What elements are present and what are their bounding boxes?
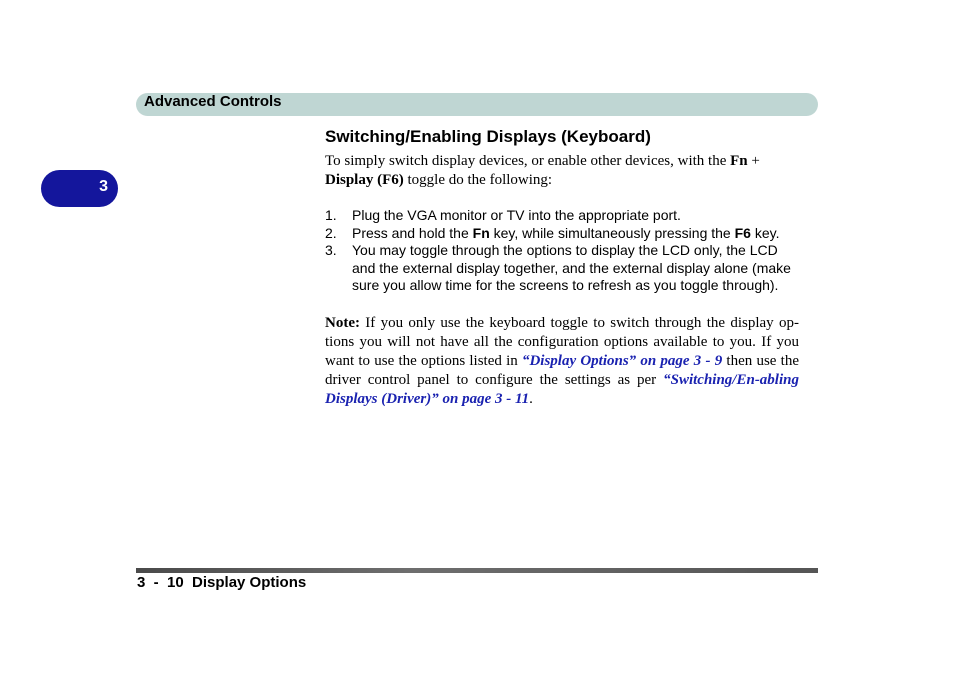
- step-text: You may toggle through the options to display the LCD only, the LCD and the external display together, and the external display alone (make sure you allow time for the screens to refresh as you toggle through).: [352, 242, 791, 293]
- step-text: Press and hold the: [352, 224, 473, 241]
- chapter-tab[interactable]: [41, 170, 118, 207]
- header-bar: [136, 93, 818, 116]
- fn-key: Fn: [472, 224, 490, 241]
- list-item: [325, 207, 799, 225]
- switching-driver-link[interactable]: “Switching/En-abling Displays (Driver)” on page 3 - 11: [325, 371, 799, 407]
- f6-key: F6: [734, 224, 751, 241]
- chapter-number: 3: [99, 178, 108, 195]
- note-paragraph: [325, 314, 799, 409]
- fn-key: Fn: [730, 153, 748, 169]
- list-item: [325, 225, 799, 243]
- footer-rule: [136, 568, 818, 573]
- steps-list: [325, 207, 799, 295]
- footer-page-label: 3 - 10 Display Options: [137, 574, 307, 591]
- note-label: Note:: [325, 314, 360, 331]
- step-number: 3.: [325, 242, 337, 258]
- note-text: .: [529, 390, 533, 407]
- intro-text: +: [747, 153, 760, 169]
- step-text: key.: [750, 224, 780, 241]
- main-content: [325, 126, 799, 409]
- note-text: If you only use the keyboard toggle to switch through the display op-tions you will not have all the configuration options available to you. If you want to use the options listed in: [325, 314, 799, 369]
- intro-text: toggle do the following:: [403, 172, 553, 188]
- display-options-link[interactable]: “Display Options” on page 3 - 9: [521, 352, 723, 369]
- list-item: [325, 242, 799, 295]
- intro-text: To simply switch display devices, or enable other devices, with the: [325, 153, 731, 169]
- display-key: Display (F6): [325, 172, 404, 188]
- header-title: Advanced Controls: [144, 93, 282, 110]
- note-text: then use the driver control panel to configure the settings as per: [325, 352, 799, 388]
- step-number: 2.: [325, 224, 337, 241]
- section-heading: Switching/Enabling Displays (Keyboard): [325, 127, 651, 146]
- intro-paragraph: [325, 152, 799, 190]
- step-text: key, while simultaneously pressing the: [489, 224, 735, 241]
- step-text: Plug the VGA monitor or TV into the appropriate port.: [352, 207, 681, 223]
- step-number: 1.: [325, 207, 337, 223]
